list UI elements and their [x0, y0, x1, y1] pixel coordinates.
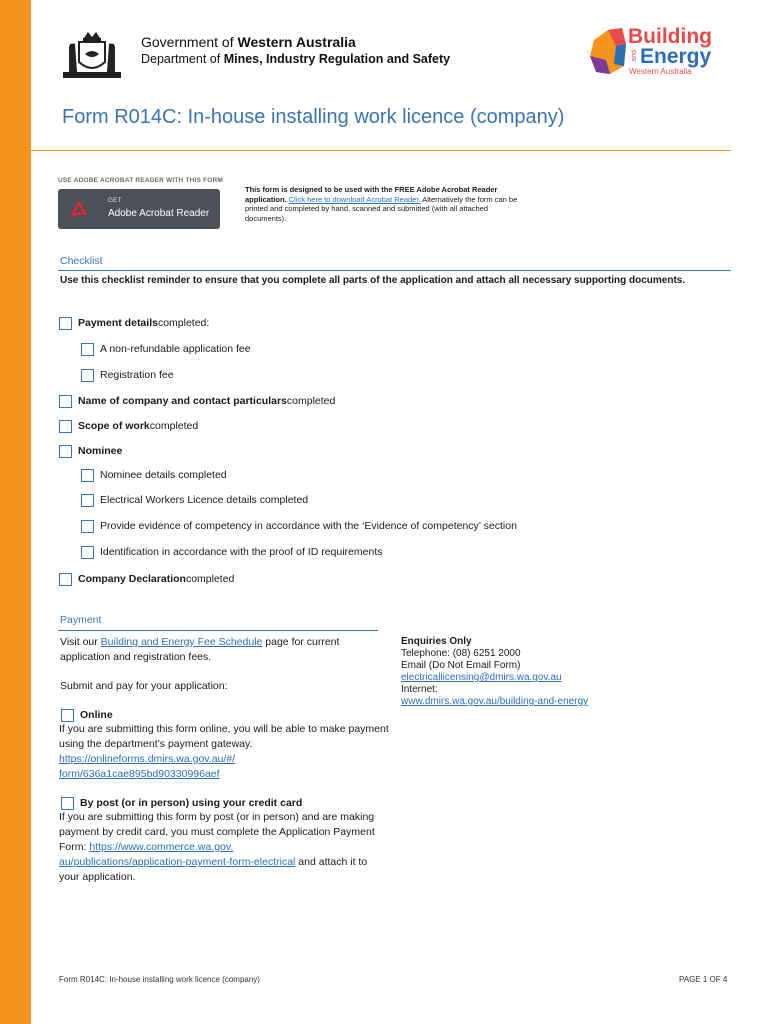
checkbox[interactable]: [59, 573, 72, 586]
checkbox[interactable]: [81, 546, 94, 559]
payment-form-link-continued[interactable]: au/publications/application-payment-form-electrical: [59, 856, 296, 868]
checkbox[interactable]: [81, 520, 94, 533]
checkbox[interactable]: [59, 420, 72, 433]
logo-and-text: and: [631, 50, 638, 62]
online-form-link[interactable]: https://onlineforms.dmirs.wa.gov.au/#/: [59, 753, 236, 765]
adobe-pdf-icon: [68, 198, 90, 220]
checklist-item-company-declaration[interactable]: Company Declaration completed: [59, 571, 234, 587]
checkbox[interactable]: [61, 709, 74, 722]
enquiries-internet-label: Internet:: [401, 684, 438, 695]
enquiries-email-link[interactable]: electricallicensing@dmirs.wa.gov.au: [401, 672, 562, 683]
checkbox[interactable]: [81, 343, 94, 356]
checklist-item-payment-details[interactable]: Payment details completed:: [59, 315, 209, 331]
checkbox[interactable]: [81, 469, 94, 482]
government-name: Government of Western Australia: [141, 34, 356, 50]
post-payment-text: If you are submitting this form by post (or in person) and are making payment by credit card, you must complete the Application Payment Form: https://www.commerce.wa.gov. au/publications/application-payment-form-electrical and attach it to your application.: [59, 811, 375, 883]
fee-schedule-link[interactable]: Building and Energy Fee Schedule: [100, 636, 263, 648]
acrobat-button-name: Adobe Acrobat Reader: [108, 208, 210, 219]
department-name: Department of Mines, Industry Regulation and Safety: [141, 52, 451, 66]
payment-option-post[interactable]: By post (or in person) using your credit card: [61, 795, 302, 811]
logo-wa-text: Western Australia: [629, 67, 692, 76]
checklist-item-application-fee[interactable]: A non-refundable application fee: [81, 341, 251, 357]
enquiries-telephone: Telephone: (08) 6251 2000: [401, 648, 521, 659]
enquiries-heading: Enquiries Only: [401, 636, 472, 647]
checkbox[interactable]: [59, 395, 72, 408]
orange-side-stripe: [0, 0, 31, 1024]
acrobat-desc-rest: Alternatively the form can be printed and completed by hand, scanned and submitted (with all attached documents).: [245, 194, 518, 223]
payment-option-online[interactable]: Online: [61, 707, 113, 723]
checklist-intro: Use this checklist reminder to ensure that you complete all parts of the application and attach all necessary supporting documents.: [60, 275, 686, 286]
checklist-item-nominee[interactable]: Nominee: [59, 443, 122, 459]
download-acrobat-link[interactable]: Click here to download Acrobat Reader.: [288, 194, 421, 204]
checkbox[interactable]: [59, 445, 72, 458]
checklist-item-scope-of-work[interactable]: Scope of work completed: [59, 418, 198, 434]
checklist-item-company-particulars[interactable]: Name of company and contact particulars completed: [59, 393, 335, 409]
acrobat-description: [245, 185, 521, 223]
payment-form-link[interactable]: https://www.commerce.wa.gov.: [89, 841, 234, 853]
checklist-divider: [58, 270, 731, 271]
checkbox[interactable]: [59, 317, 72, 330]
checkbox[interactable]: [81, 494, 94, 507]
logo-building-text: Building: [628, 25, 712, 48]
fee-schedule-text: Visit our Building and Energy Fee Schedule page for current application and registration fees.: [60, 636, 340, 663]
payment-heading: Payment: [60, 614, 102, 626]
checklist-item-electrical-licence[interactable]: Electrical Workers Licence details completed: [81, 492, 308, 508]
acrobat-button-get: GET: [108, 197, 122, 204]
government-title-block: [141, 34, 450, 66]
acrobat-desc-bold: This form is designed to be used with the FREE Adobe Acrobat Reader application.: [245, 185, 498, 204]
online-form-link-continued[interactable]: form/636a1cae895bd90330996aef: [59, 768, 220, 780]
enquiries-block: [401, 636, 588, 708]
online-payment-text: If you are submitting this form online, you will be able to make payment using the department’s payment gateway. https://onlineforms.dmirs.wa.gov.au/#/ form/636a1cae895bd90330996aef: [59, 723, 389, 780]
checklist-item-registration-fee[interactable]: Registration fee: [81, 367, 174, 383]
form-title: Form R014C: In-house installing work licence (company): [62, 106, 565, 128]
footer-page-number: PAGE 1 OF 4: [679, 975, 728, 984]
checkbox[interactable]: [81, 369, 94, 382]
wa-coat-of-arms-icon: [63, 28, 121, 82]
footer-form-name: Form R014C: In-house installing work licence (company): [59, 975, 260, 984]
checklist-item-nominee-details[interactable]: Nominee details completed: [81, 467, 227, 483]
checkbox[interactable]: [61, 797, 74, 810]
acrobat-hint: USE ADOBE ACROBAT READER WITH THIS FORM: [58, 177, 223, 184]
enquiries-email-label: Email (Do Not Email Form): [401, 660, 521, 671]
form-page: [31, 0, 770, 1024]
logo-energy-text: Energy: [640, 45, 712, 68]
submit-pay-text: Submit and pay for your application:: [60, 680, 228, 692]
checklist-heading: Checklist: [60, 255, 103, 267]
payment-divider: [58, 630, 378, 631]
checklist-item-evidence-competency[interactable]: Provide evidence of competency in accordance with the ‘Evidence of competency’ section: [81, 518, 517, 534]
title-divider: [31, 150, 731, 151]
get-acrobat-reader-button[interactable]: [58, 189, 220, 229]
enquiries-internet-link[interactable]: www.dmirs.wa.gov.au/building-and-energy: [401, 696, 589, 707]
checklist-item-identification[interactable]: Identification in accordance with the proof of ID requirements: [81, 544, 383, 560]
